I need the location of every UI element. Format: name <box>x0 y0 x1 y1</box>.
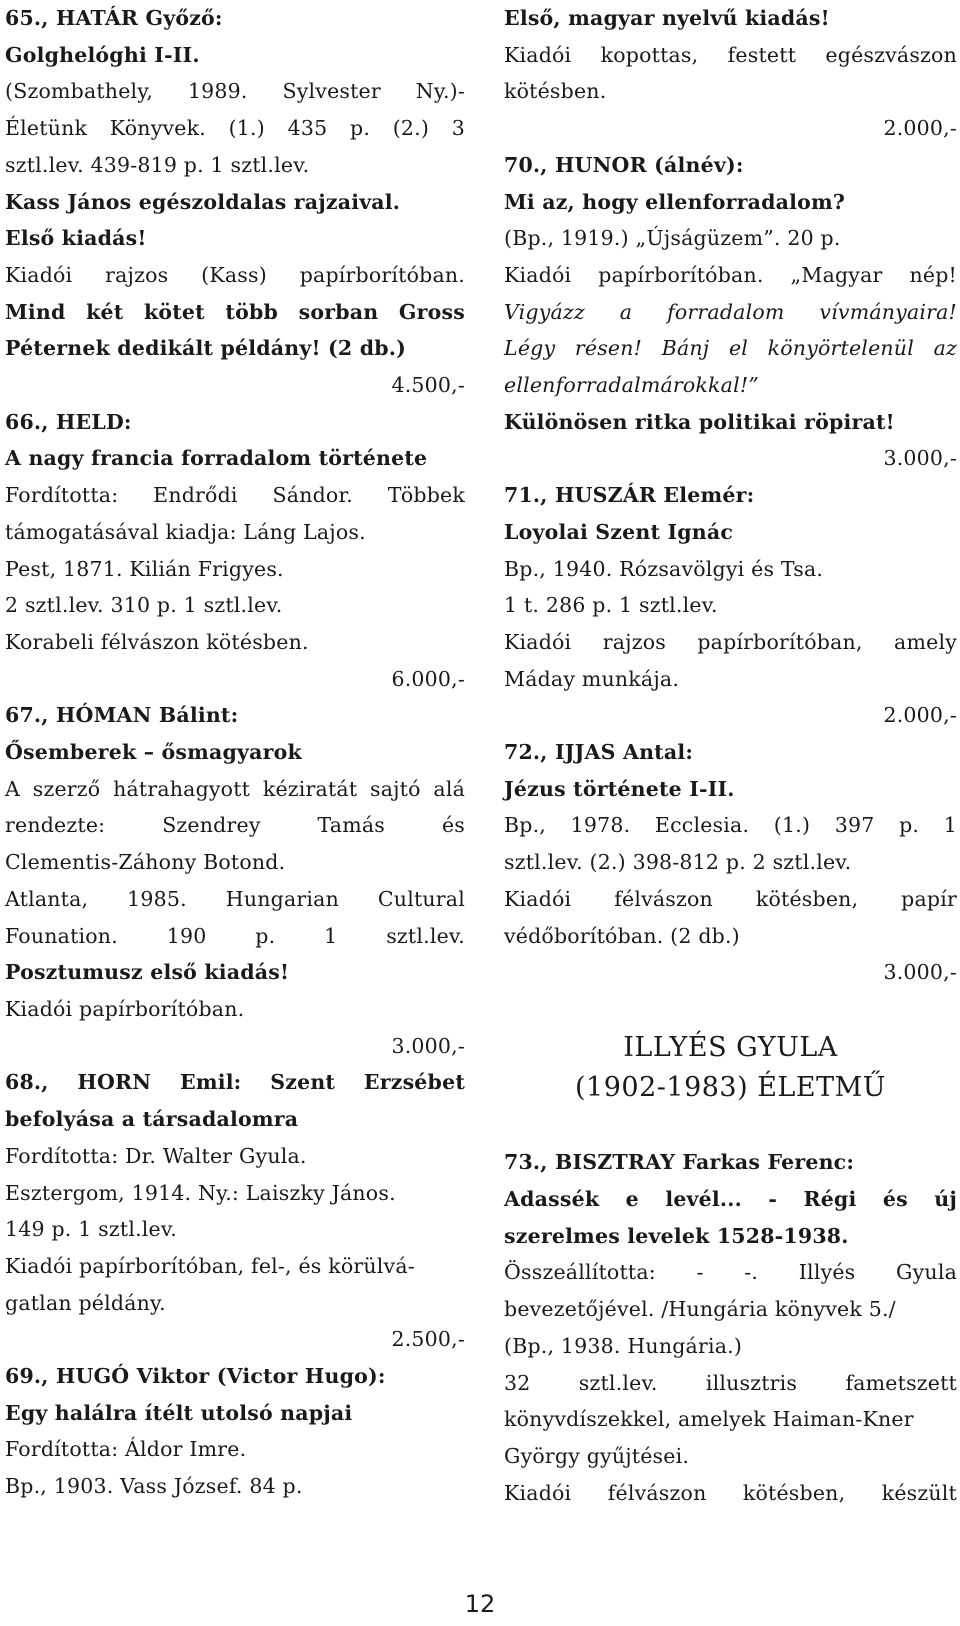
text-line: 68., HORN Emil: Szent Erzsébet <box>5 1070 465 1095</box>
text-line: 73., BISZTRAY Farkas Ferenc: <box>504 1150 855 1175</box>
text-line: Korabeli félvászon kötésben. <box>5 629 309 654</box>
text-line: Clementis-Záhony Botond. <box>5 850 286 875</box>
text-line: Esztergom, 1914. Ny.: Laiszky János. <box>5 1180 396 1205</box>
text-line: Kiadói papírborítóban. „Magyar nép! <box>504 262 957 287</box>
text-line: (1902-1983) ÉLETMŰ <box>575 1071 886 1103</box>
text-line: Vigyázz a forradalom vívmányaira! <box>504 299 957 324</box>
text-line: rendezte: Szendrey Tamás és <box>5 813 465 838</box>
text-line: Kiadói félvászon kötésben, készült <box>504 1480 957 1505</box>
text-line: 32 sztl.lev. illusztris fametszett <box>504 1370 957 1395</box>
text-line: 72., IJJAS Antal: <box>504 740 694 765</box>
text-line: Kiadói rajzos (Kass) papírborítóban. <box>5 262 465 287</box>
text-line: 67., HÓMAN Bálint: <box>5 703 239 728</box>
text-line: befolyása a társadalomra <box>5 1107 299 1132</box>
text-line: Péternek dedikált példány! (2 db.) <box>5 336 407 361</box>
text-line: 2.000,- <box>883 116 957 141</box>
text-line: Első, magyar nyelvű kiadás! <box>504 6 830 30</box>
text-line: Összeállította: - -. Illyés Gyula <box>504 1260 957 1285</box>
text-line: 71., HUSZÁR Elemér: <box>504 483 755 508</box>
text-line: (Szombathely, 1989. Sylvester Ny.)- <box>5 79 465 104</box>
text-line: György gyűjtései. <box>504 1443 690 1468</box>
text-line: Bp., 1978. Ecclesia. (1.) 397 p. 1 <box>504 813 957 838</box>
text-line: Ősemberek – ősmagyarok <box>5 740 302 765</box>
text-line: Mi az, hogy ellenforradalom? <box>504 189 846 214</box>
text-line: Kiadói kopottas, festett egészvászon <box>504 42 957 67</box>
text-line: ellenforradalmárokkal!” <box>504 373 759 398</box>
text-line: 149 p. 1 sztl.lev. <box>5 1217 177 1242</box>
text-line: 2.000,- <box>883 703 957 728</box>
text-line: Első kiadás! <box>5 226 147 251</box>
text-line: könyvdíszekkel, amelyek Haiman-Kner <box>504 1407 914 1432</box>
text-line: (Bp., 1938. Hungária.) <box>504 1333 743 1358</box>
text-line: 69., HUGÓ Viktor (Victor Hugo): <box>5 1364 386 1389</box>
text-line: Atlanta, 1985. Hungarian Cultural <box>5 886 465 911</box>
text-line <box>504 991 957 1028</box>
text-line: A szerző hátrahagyott kéziratát sajtó alá <box>5 776 465 801</box>
text-line: Golghelóghi I-II. <box>5 42 200 67</box>
text-line: 4.500,- <box>391 373 465 398</box>
text-line: Bp., 1903. Vass József. 84 p. <box>5 1474 303 1499</box>
page-number: 12 <box>464 1590 496 1618</box>
text-line: Jézus története I-II. <box>504 776 735 801</box>
text-line: sztl.lev. (2.) 398-812 p. 2 sztl.lev. <box>504 850 852 875</box>
text-line: 1 t. 286 p. 1 sztl.lev. <box>504 593 718 618</box>
text-line: 2 sztl.lev. 310 p. 1 sztl.lev. <box>5 593 283 618</box>
text-line: Kiadói rajzos papírborítóban, amely <box>504 629 957 654</box>
text-line: Pest, 1871. Kilián Frigyes. <box>5 556 284 581</box>
text-line: Mind két kötet több sorban Gross <box>5 299 465 324</box>
text-line: 66., HELD: <box>5 409 132 434</box>
text-line: 6.000,- <box>391 666 465 691</box>
text-line: 65., HATÁR Győző: <box>5 6 223 30</box>
text-line: Adassék e levél... - Régi és új <box>504 1187 957 1212</box>
text-line: 2.500,- <box>391 1327 465 1352</box>
text-line <box>504 1108 957 1145</box>
right-column <box>504 0 957 1511</box>
text-line: Kass János egészoldalas rajzaival. <box>5 189 401 214</box>
text-line: 70., HUNOR (álnév): <box>504 152 744 177</box>
text-line: támogatásával kiadja: Láng Lajos. <box>5 519 366 544</box>
text-line: Különösen ritka politikai röpirat! <box>504 409 895 434</box>
text-line: (Bp., 1919.) „Újságüzem”. 20 p. <box>504 226 841 251</box>
text-line: sztl.lev. 439-819 p. 1 sztl.lev. <box>5 152 310 177</box>
text-line: Posztumusz első kiadás! <box>5 960 290 985</box>
text-line: A nagy francia forradalom története <box>5 446 428 471</box>
text-line: Kiadói félvászon kötésben, papír <box>504 886 957 911</box>
text-line: Bp., 1940. Rózsavölgyi és Tsa. <box>504 556 824 581</box>
text-line: gatlan példány. <box>5 1290 166 1315</box>
text-line: Loyolai Szent Ignác <box>504 519 734 544</box>
text-line: Máday munkája. <box>504 666 680 691</box>
text-line: Egy halálra ítélt utolsó napjai <box>5 1400 353 1425</box>
text-line: Fordította: Endrődi Sándor. Többek <box>5 483 465 508</box>
text-line: Kiadói papírborítóban, fel-, és körülvá- <box>5 1253 415 1278</box>
text-line: bevezetőjével. /Hungária könyvek 5./ <box>504 1297 896 1322</box>
text-line: szerelmes levelek 1528-1938. <box>504 1223 849 1248</box>
text-line: Életünk Könyvek. (1.) 435 p. (2.) 3 <box>5 116 465 141</box>
text-line: Founation. 190 p. 1 sztl.lev. <box>5 923 465 948</box>
text-line: 3.000,- <box>883 960 957 985</box>
left-column <box>5 0 465 1505</box>
text-line: védőborítóban. (2 db.) <box>504 923 740 948</box>
text-line: Légy résen! Bánj el könyörtelenül az <box>504 336 957 361</box>
text-line: kötésben. <box>504 79 607 104</box>
text-line: Fordította: Dr. Walter Gyula. <box>5 1143 307 1168</box>
text-line: Fordította: Áldor Imre. <box>5 1437 247 1462</box>
text-line: 3.000,- <box>883 446 957 471</box>
text-line: 3.000,- <box>391 1033 465 1058</box>
text-line: ILLYÉS GYULA <box>623 1031 838 1063</box>
text-line: Kiadói papírborítóban. <box>5 996 245 1021</box>
